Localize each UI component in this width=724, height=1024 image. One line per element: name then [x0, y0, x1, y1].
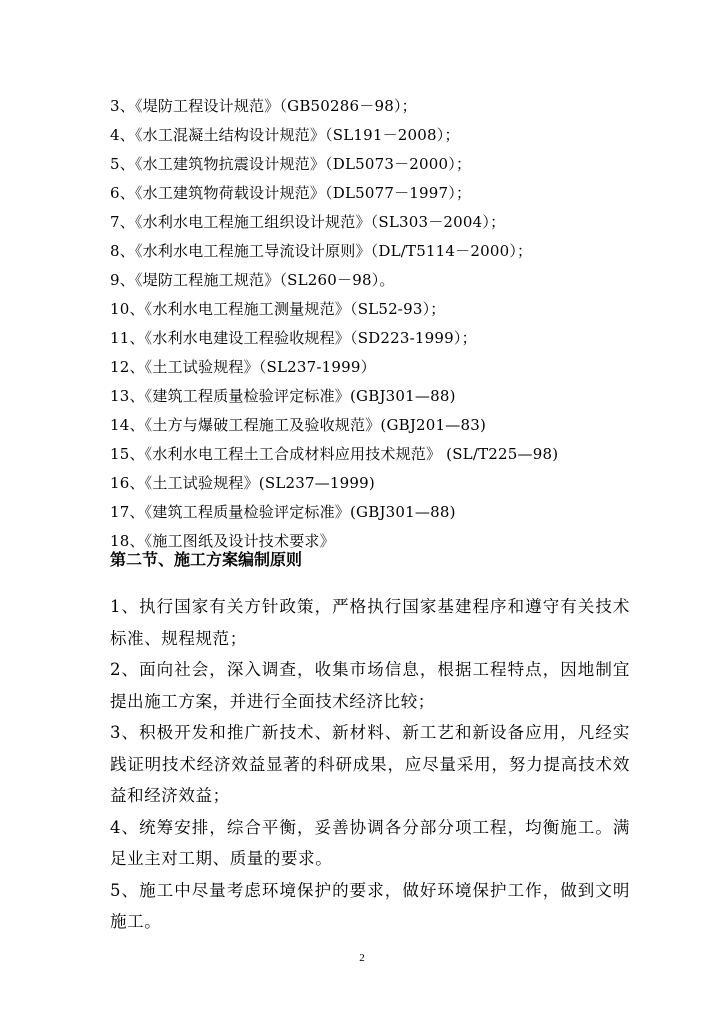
reference-list — [110, 92, 690, 556]
reference-item: 7、《水利水电工程施工组织设计规范》（SL303－2004）； — [110, 213, 506, 231]
reference-item: 16、《土工试验规程》(SL237—1999) — [110, 474, 375, 492]
principle-item: 5、施工中尽量考虑环境保护的要求，做好环境保护工作，做到文明施工。 — [110, 880, 630, 931]
page-number: 2 — [359, 952, 365, 964]
section-heading: 第二节、施工方案编制原则 — [110, 550, 303, 569]
reference-item: 18、《施工图纸及设计技术要求》 — [110, 532, 335, 550]
principle-item: 3、积极开发和推广新技术、新材料、新工艺和新设备应用，凡经实践证明技术经济效益显著的科研成果，应尽量采用，努力提高技术效益和经济效益； — [110, 723, 630, 805]
reference-item: 11、《水利水电建设工程验收规程》（SD223-1999）； — [110, 329, 477, 347]
reference-item: 3、《堤防工程设计规范》（GB50286－98）； — [110, 97, 417, 115]
reference-item: 4、《水工混凝土结构设计规范》（SL191－2008）； — [110, 126, 460, 144]
reference-item: 5、《水工建筑物抗震设计规范》（DL5073－2000）； — [110, 155, 472, 173]
reference-item: 9、《堤防工程施工规范》（SL260－98）。 — [110, 271, 395, 289]
reference-item: 15、《水利水电工程土工合成材料应用技术规范》 (SL/T225—98) — [110, 445, 559, 463]
principle-item: 4、统筹安排，综合平衡，妥善协调各分部分项工程，均衡施工。满足业主对工期、质量的要求。 — [110, 817, 630, 868]
reference-item: 13、《建筑工程质量检验评定标准》(GBJ301—88) — [110, 387, 456, 405]
reference-item: 10、《水利水电工程施工测量规范》（SL52-93）； — [110, 300, 446, 318]
principles-list — [110, 591, 630, 938]
principle-item: 1、执行国家有关方针政策，严格执行国家基建程序和遵守有关技术标准、规程规范； — [110, 597, 630, 648]
reference-item: 6、《水工建筑物荷载设计规范》（DL5077－1997）； — [110, 184, 472, 202]
reference-item: 17、《建筑工程质量检验评定标准》(GBJ301—88) — [110, 503, 456, 521]
principle-item: 2、面向社会，深入调查，收集市场信息，根据工程特点，因地制宜提出施工方案，并进行全面技术经济比较； — [110, 660, 630, 711]
reference-item: 12、《土工试验规程》（SL237-1999） — [110, 358, 376, 376]
reference-item: 14、《土方与爆破工程施工及验收规范》(GBJ201—83) — [110, 416, 487, 434]
reference-item: 8、《水利水电工程施工导流设计原则》（DL/T5114－2000）； — [110, 242, 533, 260]
